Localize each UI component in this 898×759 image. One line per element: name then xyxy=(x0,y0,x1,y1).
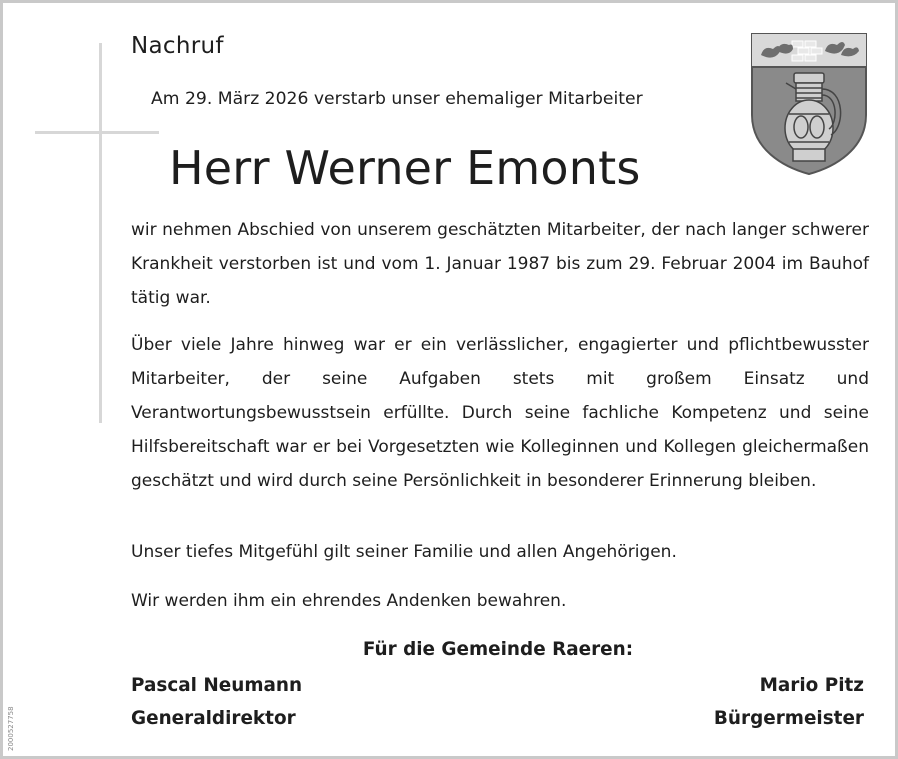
deceased-name: Herr Werner Emonts xyxy=(169,141,641,195)
signer-2-name: Mario Pitz xyxy=(759,675,864,696)
paragraph-3: Unser tiefes Mitgefühl gilt seiner Familie und allen Angehörigen. xyxy=(131,542,677,562)
paragraph-1: wir nehmen Abschied von unserem geschätzten Mitarbeiter, der nach langer schwerer Krankheit verstorben ist und vom 1. Januar 1987 bis zum 29. Februar 2004 im Bauhof tätig war. xyxy=(131,220,869,308)
reference-number: 2000527758 xyxy=(7,706,15,751)
paragraph-4: Wir werden ihm ein ehrendes Andenken bewahren. xyxy=(131,591,567,611)
signer-2-title: Bürgermeister xyxy=(713,708,864,729)
signer-1-name: Pascal Neumann xyxy=(131,675,303,696)
signature-line: Für die Gemeinde Raeren: xyxy=(362,639,634,660)
coat-of-arms-icon xyxy=(749,31,869,176)
cross-vertical-bar xyxy=(99,43,102,423)
notice-heading: Nachruf xyxy=(131,33,224,59)
cross-horizontal-bar xyxy=(35,131,159,134)
paragraph-2: Über viele Jahre hinweg war er ein verlässlicher, engagierter und pflichtbewusster Mitarbeiter, der seine Aufgaben stets mit großem Einsatz und Verantwortungsbewusstsein erfüllte. Durch seine fachliche Kompetenz und seine Hilfsbereitschaft war er bei Vorgesetzten wie Kolleginnen und Kollegen gleichermaßen geschätzt und wird durch seine Persönlichkeit in besonderer Erinnerung bleiben. xyxy=(131,335,869,491)
intro-line: Am 29. März 2026 verstarb unser ehemaliger Mitarbeiter xyxy=(151,89,643,109)
signer-1-title: Generaldirektor xyxy=(131,708,296,729)
